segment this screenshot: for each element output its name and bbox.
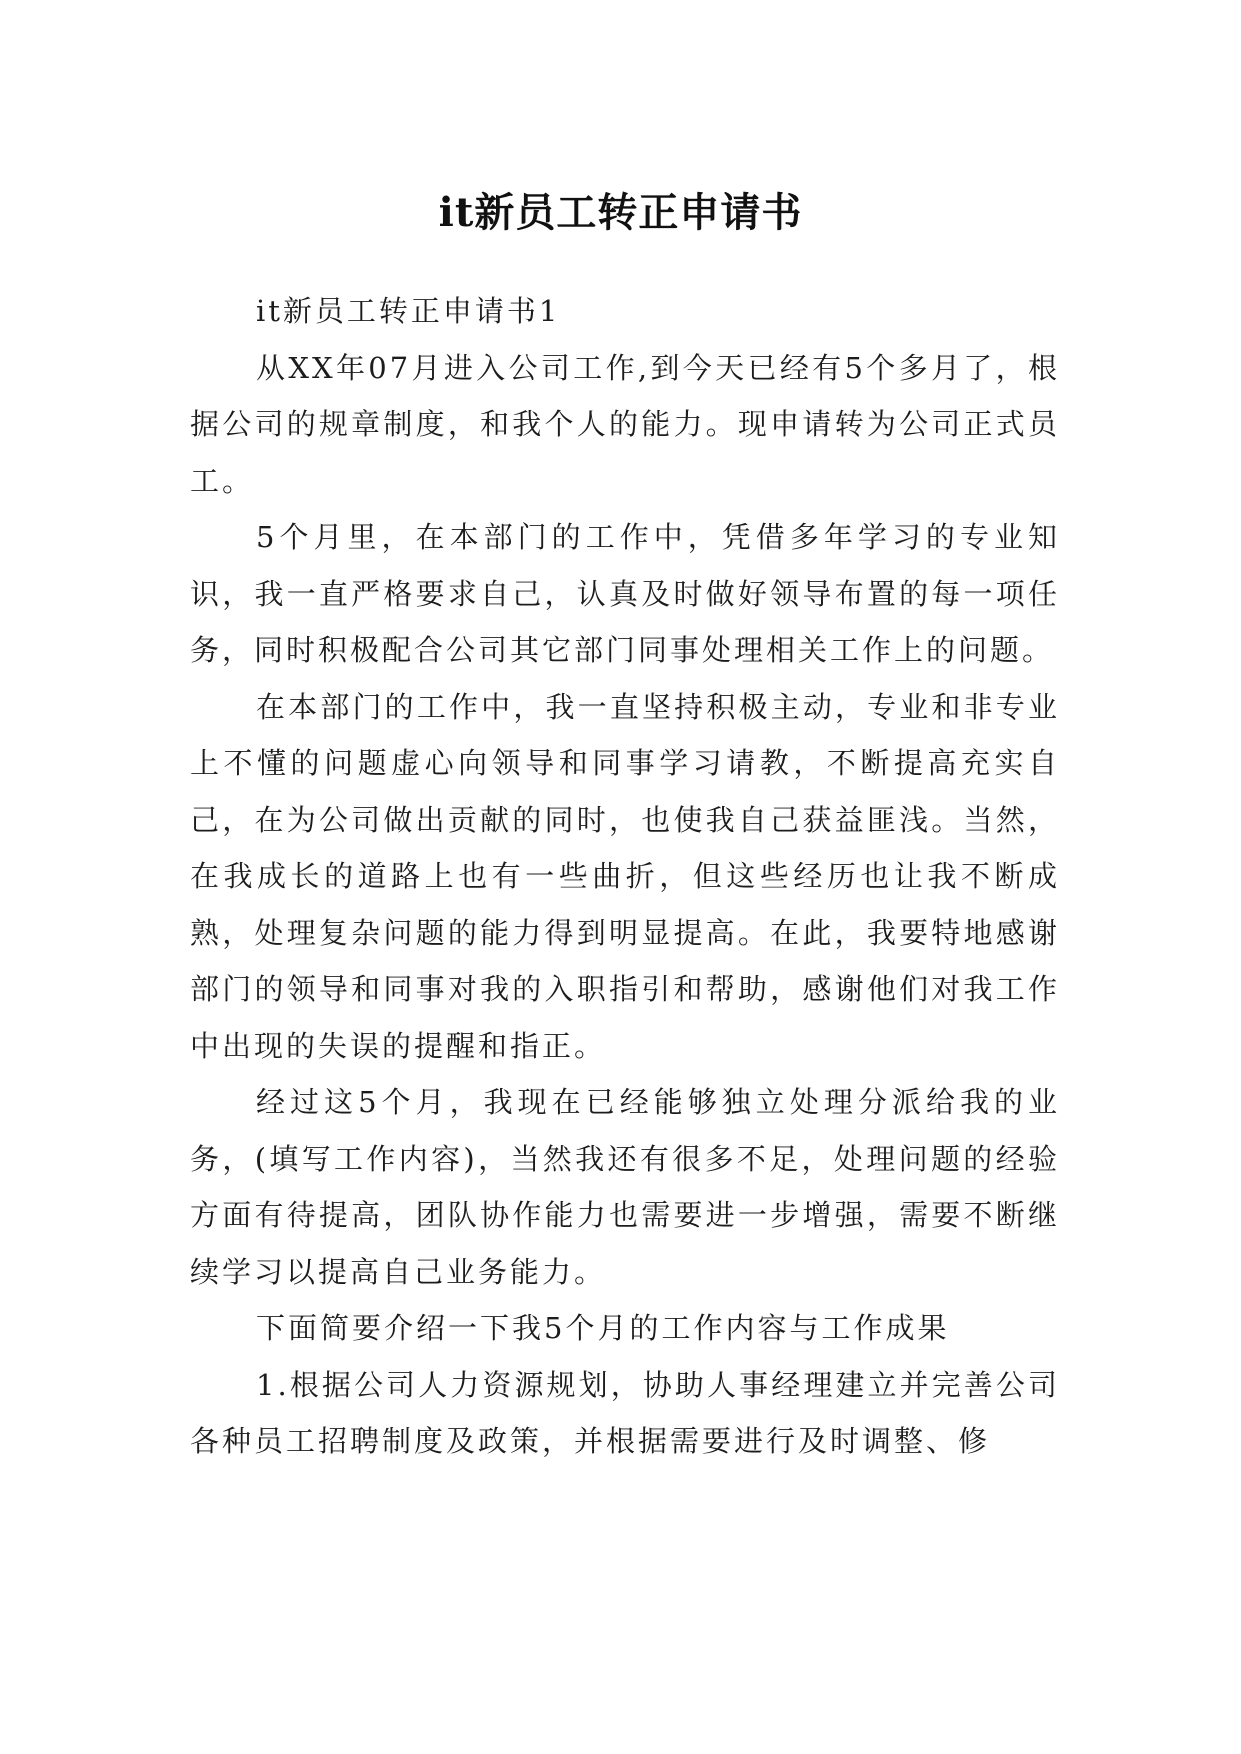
paragraph-intro: 从XX年07月进入公司工作,到今天已经有5个多月了，根据公司的规章制度，和我个人的能力。现申请转为公司正式员工。 [190, 350, 1060, 498]
paragraph-work-attitude: 5个月里，在本部门的工作中，凭借多年学习的专业知识，我一直严格要求自己，认真及时做好领导布置的每一项任务，同时积极配合公司其它部门同事处理相关工作上的问题。 [190, 520, 1060, 667]
paragraph-item-1: 1.根据公司人力资源规划，协助人事经理建立并完善公司各种员工招聘制度及政策，并根据需要进行及时调整、修 [190, 1367, 1060, 1458]
paragraph-heading: it新员工转正申请书1 [256, 294, 561, 328]
document-title: it新员工转正申请书 [438, 188, 803, 236]
paragraph-self-assessment: 经过这5个月，我现在已经能够独立处理分派给我的业务，(填写工作内容)，当然我还有很多不足，处理问题的经验方面有待提高，团队协作能力也需要进一步增强，需要不断继续学习以提高自己业务能力。 [190, 1085, 1060, 1289]
document-body [190, 283, 1060, 1470]
paragraph-learning: 在本部门的工作中，我一直坚持积极主动，专业和非专业上不懂的问题虚心向领导和同事学习请教，不断提高充实自己，在为公司做出贡献的同时，也使我自己获益匪浅。当然，在我成长的道路上也有一些曲折，但这些经历也让我不断成熟，处理复杂问题的能力得到明显提高。在此，我要特地感谢部门的领导和同事对我的入职指引和帮助，感谢他们对我工作中出现的失误的提醒和指正。 [190, 689, 1060, 1063]
paragraph-summary-intro: 下面简要介绍一下我5个月的工作内容与工作成果 [256, 1311, 950, 1345]
